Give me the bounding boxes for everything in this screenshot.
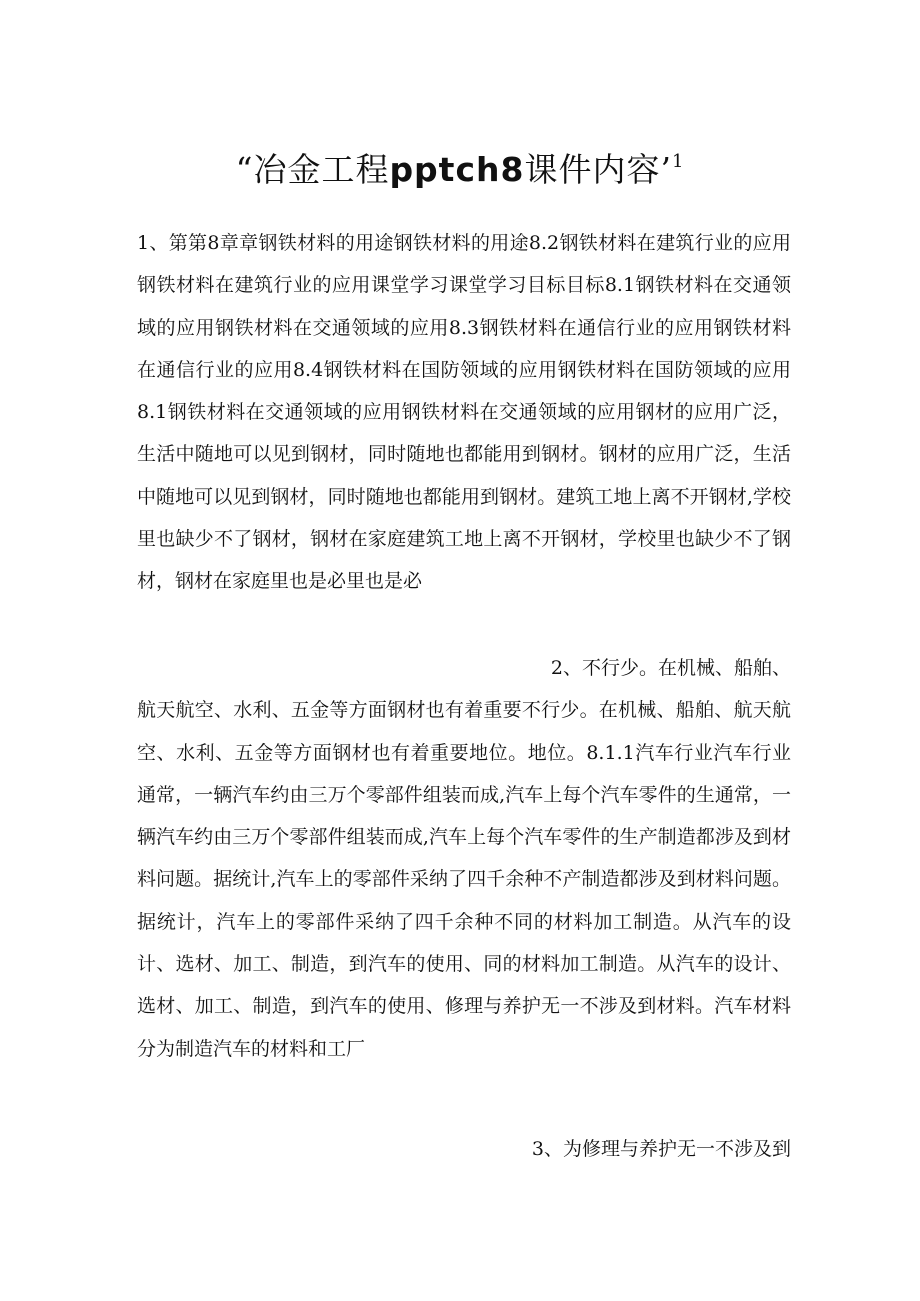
paragraph-3-number: 3、 [531, 1138, 563, 1160]
paragraph-2 [137, 647, 791, 1070]
paragraph-2-first-line [137, 647, 791, 689]
title-text-part-1: 冶金工程 [253, 150, 390, 189]
paragraph-3 [137, 1128, 791, 1170]
paragraph-3-first-line [137, 1128, 791, 1170]
paragraph-2-number: 2、 [550, 657, 582, 679]
document-title [0, 140, 920, 192]
paragraph-1 [137, 222, 791, 603]
paragraph-1-number: 1、 [137, 232, 169, 254]
paragraph-2-text: 航天航空、水利、五金等方面钢材也有着重要不行少。在机械、船舶、航天航空、水利、五金等方面钢材也有着重要地位。地位。8.1.1汽车行业汽车行业通常，一辆汽车约由三万个零部件组装而成,汽车上每个汽车零件的生通常，一辆汽车约由三万个零部件组装而成,汽车上每个汽车零件的生产制造都涉及到材料问题。据统计,汽车上的零部件采纳了四千余种不产制造都涉及到材料问题。据统计，汽车上的零部件采纳了四千余种不同的材料加工制造。从汽车的设计、选材、加工、制造，到汽车的使用、同的材料加工制造。从汽车的设计、选材、加工、制造，到汽车的使用、修理与养护无一不涉及到材料。汽车材料分为制造汽车的材料和工厂 [137, 699, 791, 1060]
paragraph-3-lead: 为修理与养护无一不涉及到 [562, 1138, 791, 1160]
title-quote: “ [235, 150, 254, 189]
title-text-part-2: 课件内容 [524, 150, 661, 189]
paragraph-2-lead: 不行少。在机械、船舶、 [581, 657, 791, 679]
title-latin-text: pptch8 [389, 150, 525, 189]
paragraph-1-text: 第第8章章钢铁材料的用途钢铁材料的用途8.2钢铁材料在建筑行业的应用钢铁材料在建筑行业的应用课堂学习课堂学习目标目标8.1钢铁材料在交通领域的应用钢铁材料在交通领域的应用8.3钢铁材料在通信行业的应用钢铁材料在通信行业的应用8.4钢铁材料在国防领域的应用钢铁材料在国防领域的应用8.1钢铁材料在交通领域的应用钢铁材料在交通领域的应用钢材的应用广泛，生活中随地可以见到钢材，同时随地也都能用到钢材。钢材的应用广泛，生活中随地可以见到钢材，同时随地也都能用到钢材。建筑工地上离不开钢材,学校里也缺少不了钢材，钢材在家庭建筑工地上离不开钢材，学校里也缺少不了钢材，钢材在家庭里也是必里也是必 [137, 232, 791, 593]
title-superscript: 1 [671, 151, 685, 172]
title-suffix: ’ [660, 150, 672, 189]
